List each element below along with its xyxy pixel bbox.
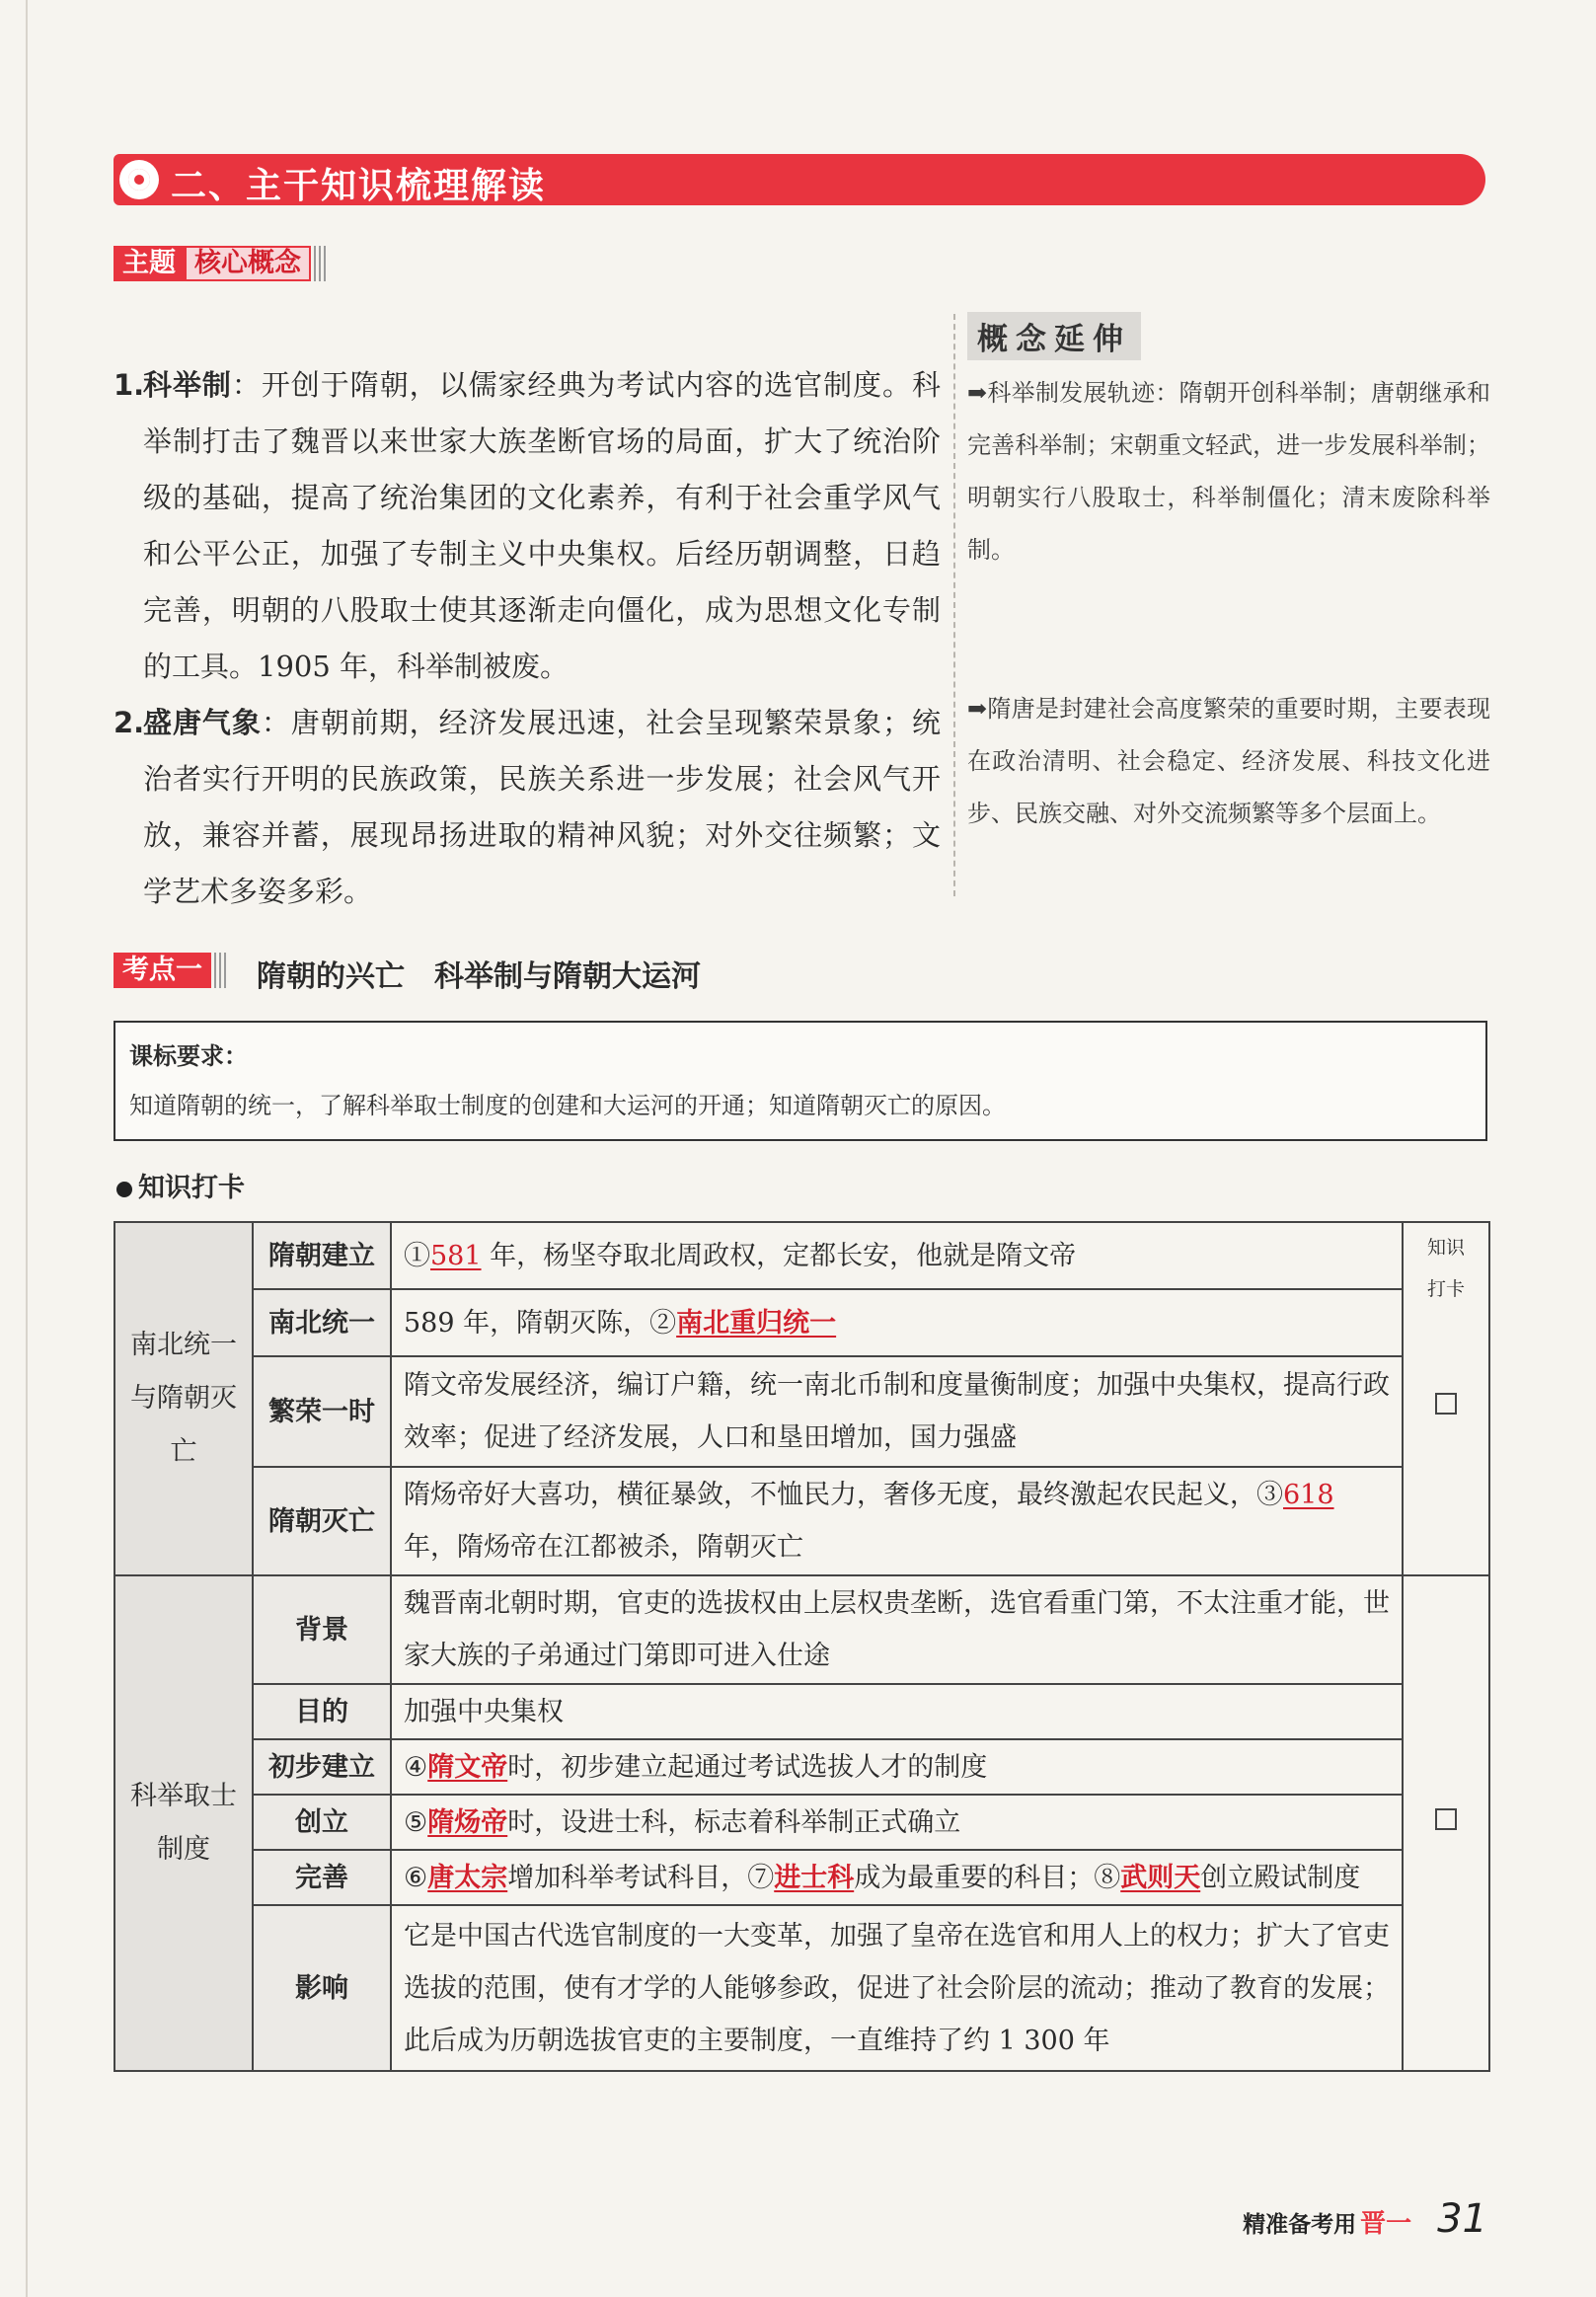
table-row xyxy=(114,1356,1489,1467)
kaodian-tag xyxy=(114,951,226,990)
concept-term: 科举制 xyxy=(143,368,232,402)
requirement-heading: 课标要求： xyxy=(129,1042,248,1070)
checkin-col-label: 打卡 xyxy=(1426,1278,1465,1300)
table-row xyxy=(114,1684,1489,1739)
core-concepts xyxy=(114,357,941,920)
concept-term: 盛唐气象 xyxy=(143,706,262,739)
answer: 唐太宗 xyxy=(427,1862,508,1893)
stripes-icon xyxy=(314,246,326,281)
table-row xyxy=(114,1905,1489,2071)
stripes-icon xyxy=(214,953,226,988)
topic-tag xyxy=(114,244,326,283)
extension-note: ➡隋唐是封建社会高度繁荣的重要时期，主要表现在政治清明、社会稳定、经济发展、科技文化进步、民族交融、对外交流频繁等多个层面上。 xyxy=(967,695,1490,827)
page-binding-edge xyxy=(26,0,28,2297)
topic-tag-label: 主题 xyxy=(114,246,185,281)
row-content: ⑤隋炀帝时，设进士科，标志着科举制正式确立 xyxy=(391,1795,1403,1850)
table-row xyxy=(114,1222,1489,1289)
section-banner xyxy=(114,154,1485,205)
table-row xyxy=(114,1467,1489,1575)
extension-note: ➡科举制发展轨迹：隋朝开创科举制；唐朝继承和完善科举制；宋朝重文轻武，进一步发展科举制；明朝实行八股取士，科举制僵化；清末废除科举制。 xyxy=(967,379,1490,564)
page-footer xyxy=(1243,2196,1487,2242)
group-cell: 南北统一与隋朝灭亡 xyxy=(114,1222,253,1575)
row-label: 初步建立 xyxy=(253,1739,391,1795)
kaodian-tag-label: 考点一 xyxy=(114,953,211,988)
row-content: ④隋文帝时，初步建立起通过考试选拔人才的制度 xyxy=(391,1739,1403,1795)
row-label: 影响 xyxy=(253,1905,391,2071)
row-label: 隋朝灭亡 xyxy=(253,1467,391,1575)
row-label: 隋朝建立 xyxy=(253,1222,391,1289)
target-icon xyxy=(119,160,159,199)
checkin-column xyxy=(1403,1575,1489,2071)
table-row xyxy=(114,1850,1489,1905)
table-row xyxy=(114,1575,1489,1684)
requirement-text: 知道隋朝的统一，了解科举取士制度的创建和大运河的开通；知道隋朝灭亡的原因。 xyxy=(129,1092,1006,1119)
group-cell: 科举取士制度 xyxy=(114,1575,253,2071)
knowledge-table xyxy=(114,1221,1490,2072)
dashed-divider xyxy=(953,314,955,896)
answer: 隋文帝 xyxy=(427,1751,508,1783)
requirement-box xyxy=(114,1021,1487,1141)
section-title: 二、主干知识梳理解读 xyxy=(171,165,547,206)
row-content: ⑥唐太宗增加科举考试科目，⑦进士科成为最重要的科目；⑧武则天创立殿试制度 xyxy=(391,1850,1403,1905)
answer: 武则天 xyxy=(1120,1862,1201,1893)
row-label: 南北统一 xyxy=(253,1289,391,1356)
answer: 南北重归统一 xyxy=(676,1307,837,1339)
checkin-heading-text: 知识打卡 xyxy=(138,1173,245,1203)
kaodian-title: 隋朝的兴亡 科举制与隋朝大运河 xyxy=(257,959,701,994)
checkin-col-label: 知识 xyxy=(1426,1237,1465,1259)
row-content: 隋文帝发展经济，编订户籍，统一南北币制和度量衡制度；加强中央集权，提高行政效率；促进了经济发展，人口和垦田增加，国力强盛 xyxy=(391,1356,1403,1467)
table-row xyxy=(114,1289,1489,1356)
answer: 581 xyxy=(430,1240,482,1271)
topic-tag-name: 核心概念 xyxy=(185,246,311,281)
checkin-heading xyxy=(116,1166,245,1204)
row-label: 繁荣一时 xyxy=(253,1356,391,1467)
answer: 618 xyxy=(1283,1480,1334,1510)
grade-label: 晋一 xyxy=(1360,2209,1412,2239)
extension-title: 概念延伸 xyxy=(967,312,1141,360)
row-content: 589 年，隋朝灭陈，②南北重归统一 xyxy=(391,1289,1403,1356)
series-name: 精准备考用 xyxy=(1243,2212,1357,2238)
row-content: ①581 年，杨坚夺取北周政权，定都长安，他就是隋文帝 xyxy=(391,1222,1403,1289)
row-label: 创立 xyxy=(253,1795,391,1850)
row-label: 完善 xyxy=(253,1850,391,1905)
checkbox[interactable] xyxy=(1435,1808,1457,1830)
answer: 隋炀帝 xyxy=(427,1806,508,1838)
row-label: 目的 xyxy=(253,1684,391,1739)
concept-text: ：开创于隋朝，以儒家经典为考试内容的选官制度。科举制打击了魏晋以来世家大族垄断官场的局面，扩大了统治阶级的基础，提高了统治集团的文化素养，有利于社会重学风气和公平公正，加强了专制主义中央集权。后经历朝调整，日趋完善，明朝的八股取士使其逐渐走向僵化，成为思想文化专制的工具。1905 年，科举制被废。 xyxy=(143,368,941,683)
answer: 进士科 xyxy=(774,1862,855,1893)
checkin-column xyxy=(1403,1222,1489,1575)
concept-item xyxy=(114,695,941,920)
concept-number: 1. xyxy=(114,368,145,402)
row-content: 隋炀帝好大喜功，横征暴敛，不恤民力，奢侈无度，最终激起农民起义，③618 年，隋炀帝在江都被杀，隋朝灭亡 xyxy=(391,1467,1403,1575)
concept-number: 2. xyxy=(114,706,145,739)
page-number: 31 xyxy=(1437,2196,1487,2242)
row-content: 加强中央集权 xyxy=(391,1684,1403,1739)
bullet-icon xyxy=(116,1182,132,1197)
table-row xyxy=(114,1795,1489,1850)
row-content: 魏晋南北朝时期，官吏的选拔权由上层权贵垄断，选官看重门第，不太注重才能，世家大族的子弟通过门第即可进入仕途 xyxy=(391,1575,1403,1684)
table-row xyxy=(114,1739,1489,1795)
concept-item xyxy=(114,357,941,695)
row-label: 背景 xyxy=(253,1575,391,1684)
checkbox[interactable] xyxy=(1435,1393,1457,1415)
row-content: 它是中国古代选官制度的一大变革，加强了皇帝在选官和用人上的权力；扩大了官吏选拔的范围，使有才学的人能够参政，促进了社会阶层的流动；推动了教育的发展；此后成为历朝选拔官吏的主要制度，一直维持了约 1 300 年 xyxy=(391,1905,1403,2071)
concept-text: ：唐朝前期，经济发展迅速，社会呈现繁荣景象；统治者实行开明的民族政策，民族关系进一步发展；社会风气开放，兼容并蓄，展现昂扬进取的精神风貌；对外交往频繁；文学艺术多姿多彩。 xyxy=(143,706,941,908)
